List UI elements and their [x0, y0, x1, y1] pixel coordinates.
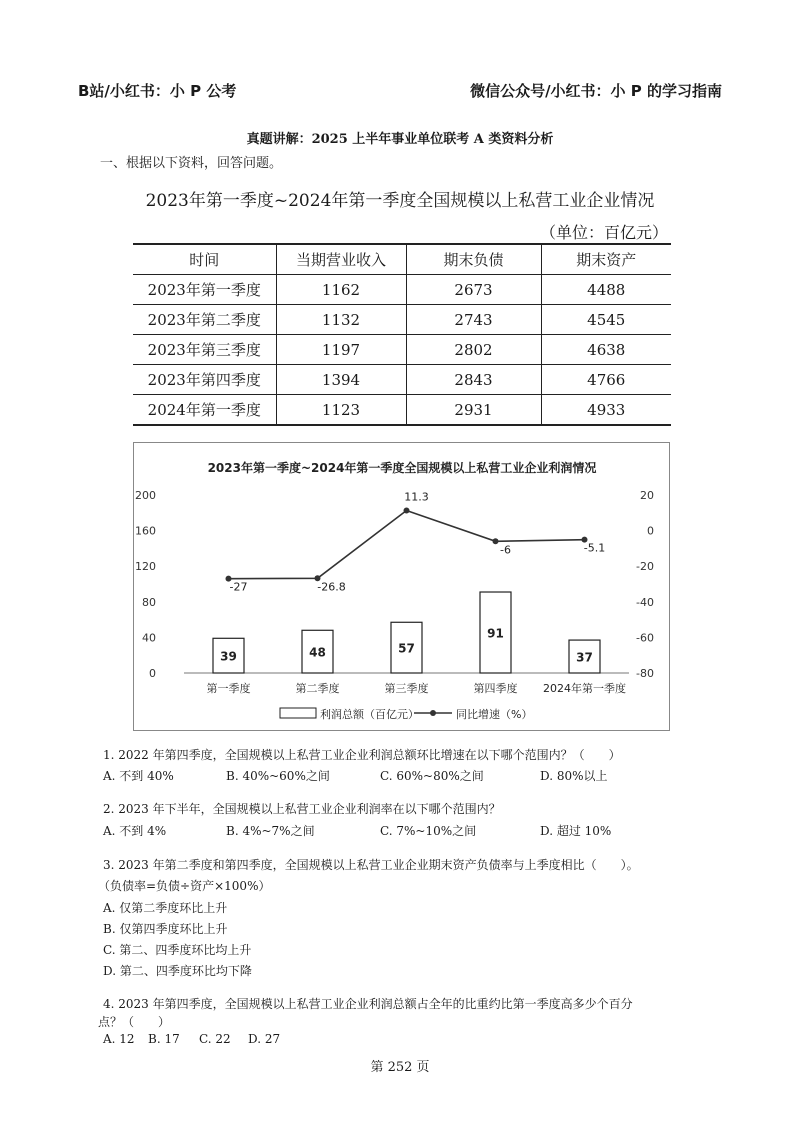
- page-number: 第 252 页: [370, 1060, 430, 1075]
- bar-value-label: 91: [487, 626, 504, 641]
- chart-canvas: [134, 443, 669, 730]
- left-axis-tick-label: 120: [135, 560, 156, 574]
- table-cell: 1197: [276, 335, 406, 365]
- right-axis-tick-label: -60: [636, 631, 654, 645]
- legend-line-marker: [430, 710, 436, 716]
- table-cell: 2023年第一季度: [133, 275, 276, 305]
- left-axis-tick-label: 40: [142, 631, 156, 645]
- document-title: 真题讲解：2025 上半年事业单位联考 A 类资料分析: [246, 132, 554, 147]
- bar-value-label: 37: [576, 650, 593, 665]
- intro-text: 一、根据以下资料，回答问题。: [100, 156, 283, 171]
- category-label: 第三季度: [384, 682, 429, 695]
- question-3-option-c: C. 第二、四季度环比均上升: [103, 943, 252, 957]
- question-4-stem: 4. 2023 年第四季度，全国规模以上私营工业企业利润总额占全年的比重约比第一季度高多少个百分: [103, 997, 633, 1011]
- table-cell: 2673: [406, 275, 541, 305]
- growth-value-label: -26.8: [317, 580, 346, 594]
- table-row: [133, 395, 671, 426]
- category-label: 第四季度: [473, 682, 518, 695]
- header-cell: 期末资产: [541, 244, 671, 275]
- category-label: 2024年第一季度: [543, 682, 626, 695]
- table-header-row: [133, 244, 671, 275]
- table-cell: 1123: [276, 395, 406, 426]
- category-label: 第二季度: [295, 682, 340, 695]
- growth-value-label: 11.3: [404, 490, 429, 504]
- header-cell: 时间: [133, 244, 276, 275]
- table-cell: 2843: [406, 365, 541, 395]
- question-2-option-d: D. 超过 10%: [540, 824, 612, 838]
- question-2-option-a: A. 不到 4%: [103, 824, 167, 838]
- question-1-option-a: A. 不到 40%: [103, 769, 174, 783]
- bar-value-label: 48: [309, 645, 326, 660]
- right-axis-tick-label: 20: [640, 489, 654, 502]
- question-1-option-b: B. 40%~60%之间: [226, 769, 330, 783]
- table-cell: 2023年第四季度: [133, 365, 276, 395]
- growth-line: [229, 510, 585, 578]
- table-cell: 1162: [276, 275, 406, 305]
- table-cell: 1394: [276, 365, 406, 395]
- table-unit: （单位：百亿元）: [540, 223, 669, 242]
- table-cell: 4545: [541, 305, 671, 335]
- bar-value-label: 57: [398, 641, 415, 656]
- right-axis-tick-label: -20: [636, 560, 654, 574]
- question-4-option-a: A. 12: [103, 1032, 135, 1046]
- table-row: [133, 275, 671, 305]
- left-axis-tick-label: 80: [142, 595, 156, 609]
- table-row: [133, 305, 671, 335]
- growth-value-label: -27: [229, 580, 248, 594]
- data-table: [133, 243, 671, 426]
- chart-title: 2023年第一季度~2024年第一季度全国规模以上私营工业企业利润情况: [207, 461, 597, 475]
- question-4-stem-cont: 点？（ ）: [98, 1015, 171, 1029]
- question-2-option-b: B. 4%~7%之间: [226, 824, 315, 838]
- left-axis-tick-label: 200: [135, 489, 156, 502]
- growth-point: [404, 507, 410, 513]
- table-cell: 2743: [406, 305, 541, 335]
- legend-bar-label: 利润总额（百亿元）: [320, 708, 419, 721]
- question-4-option-c: C. 22: [199, 1032, 231, 1046]
- question-2-option-c: C. 7%~10%之间: [380, 824, 477, 838]
- question-2-stem: 2. 2023 年下半年，全国规模以上私营工业企业利润率在以下哪个范围内？: [103, 802, 501, 816]
- question-3-stem: 3. 2023 年第二季度和第四季度，全国规模以上私营工业企业期末资产负债率与上季度相比（ ）。: [103, 858, 639, 872]
- legend-bar-swatch: [280, 708, 316, 718]
- category-label: 第一季度: [206, 682, 251, 695]
- left-axis-tick-label: 160: [135, 524, 156, 538]
- question-1-stem: 1. 2022 年第四季度，全国规模以上私营工业企业利润总额环比增速在以下哪个范围内？（ ）: [103, 748, 621, 762]
- question-3-option-d: D. 第二、四季度环比均下降: [103, 964, 252, 978]
- question-3-formula: （负债率=负债÷资产×100%）: [98, 879, 271, 893]
- table-cell: 4933: [541, 395, 671, 426]
- table-cell: 1132: [276, 305, 406, 335]
- table-title: 2023年第一季度~2024年第一季度全国规模以上私营工业企业情况: [145, 191, 655, 211]
- header-left-text: B站/小红书：小 P 公考: [78, 82, 237, 100]
- question-4-option-d: D. 27: [248, 1032, 281, 1046]
- right-axis-tick-label: -80: [636, 667, 654, 680]
- table-row: [133, 365, 671, 395]
- question-3-option-b: B. 仅第四季度环比上升: [103, 922, 228, 936]
- growth-value-label: -5.1: [583, 541, 606, 555]
- bar-value-label: 39: [220, 649, 237, 664]
- question-1-option-d: D. 80%以上: [540, 769, 608, 783]
- table-cell: 2802: [406, 335, 541, 365]
- table-cell: 2024年第一季度: [133, 395, 276, 426]
- header-cell: 期末负债: [406, 244, 541, 275]
- header-right-text: 微信公众号/小红书：小 P 的学习指南: [470, 82, 722, 100]
- question-3-option-a: A. 仅第二季度环比上升: [103, 901, 228, 915]
- question-4-option-b: B. 17: [148, 1032, 180, 1046]
- table-row: [133, 335, 671, 365]
- table-cell: 2023年第三季度: [133, 335, 276, 365]
- right-axis-tick-label: -40: [636, 595, 654, 609]
- left-axis-tick-label: 0: [149, 667, 156, 680]
- table-cell: 4766: [541, 365, 671, 395]
- growth-point: [493, 538, 499, 544]
- table-cell: 2931: [406, 395, 541, 426]
- growth-value-label: -6: [500, 543, 511, 557]
- legend-line-label: 同比增速（%）: [456, 708, 533, 721]
- table-cell: 4638: [541, 335, 671, 365]
- profit-chart: [133, 442, 670, 731]
- right-axis-tick-label: 0: [647, 524, 654, 538]
- question-1-option-c: C. 60%~80%之间: [380, 769, 484, 783]
- table-cell: 2023年第二季度: [133, 305, 276, 335]
- table-cell: 4488: [541, 275, 671, 305]
- header-cell: 当期营业收入: [276, 244, 406, 275]
